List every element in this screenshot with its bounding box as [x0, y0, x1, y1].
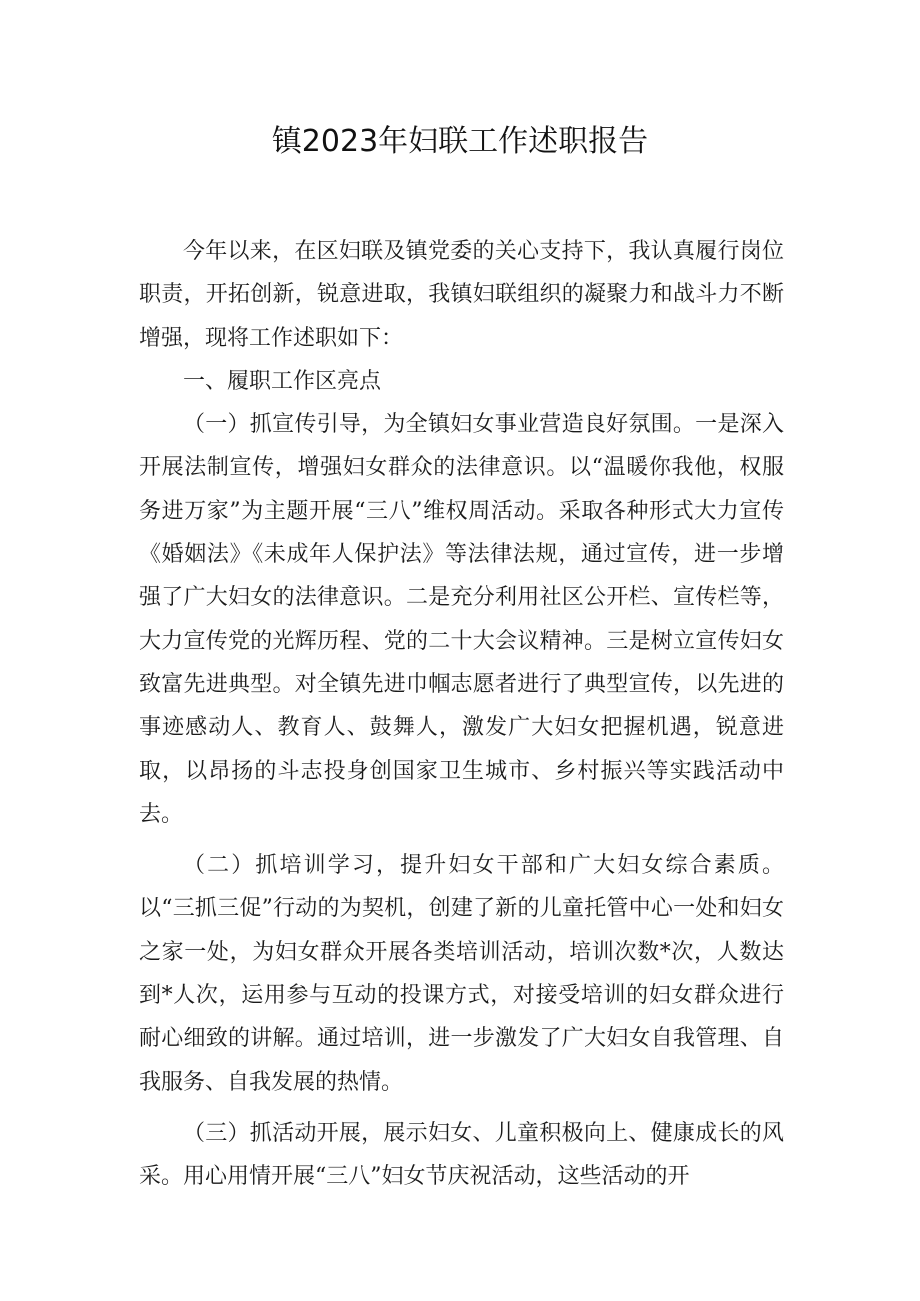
- paragraph-activities: （三）抓活动开展，展示妇女、儿童积极向上、健康成长的风采。用心用情开展“三八”妇女节庆祝活动，这些活动的开: [139, 1120, 784, 1190]
- paragraph-publicity: （一）抓宣传引导，为全镇妇女事业营造良好氛围。一是深入开展法制宣传，增强妇女群众的法律意识。以“温暖你我他，权服务进万家”为主题开展“三八”维权周活动。采取各种形式大力宣传《婚姻法》《未成年人保护法》等法律法规，通过宣传，进一步增强了广大妇女的法律意识。二是充分利用社区公开栏、宣传栏等，大力宣传党的光辉历程、党的二十大会议精神。三是树立宣传妇女致富先进典型。对全镇先进巾帼志愿者进行了典型宣传，以先进的事迹感动人、教育人、鼓舞人，激发广大妇女把握机遇，锐意进取，以昂扬的斗志投身创国家卫生城市、乡村振兴等实践活动中去。: [139, 412, 784, 827]
- section-heading: 一、履职工作区亮点: [183, 368, 382, 394]
- paragraph-training: （二）抓培训学习，提升妇女干部和广大妇女综合素质。以“三抓三促”行动的为契机，创建了新的儿童托管中心一处和妇女之家一处，为妇女群众开展各类培训活动，培训次数*次，人数达到*人次，运用参与互动的投课方式，对接受培训的妇女群众进行耐心细致的讲解。通过培训，进一步激发了广大妇女自我管理、自我服务、自我发展的热情。: [139, 853, 784, 1095]
- intro-paragraph: 今年以来，在区妇联及镇党委的关心支持下，我认真履行岗位职责，开拓创新，锐意进取，我镇妇联组织的凝聚力和战斗力不断增强，现将工作述职如下：: [139, 239, 784, 351]
- document-body: [139, 230, 784, 1199]
- document-title: 镇2023年妇联工作述职报告: [271, 124, 649, 159]
